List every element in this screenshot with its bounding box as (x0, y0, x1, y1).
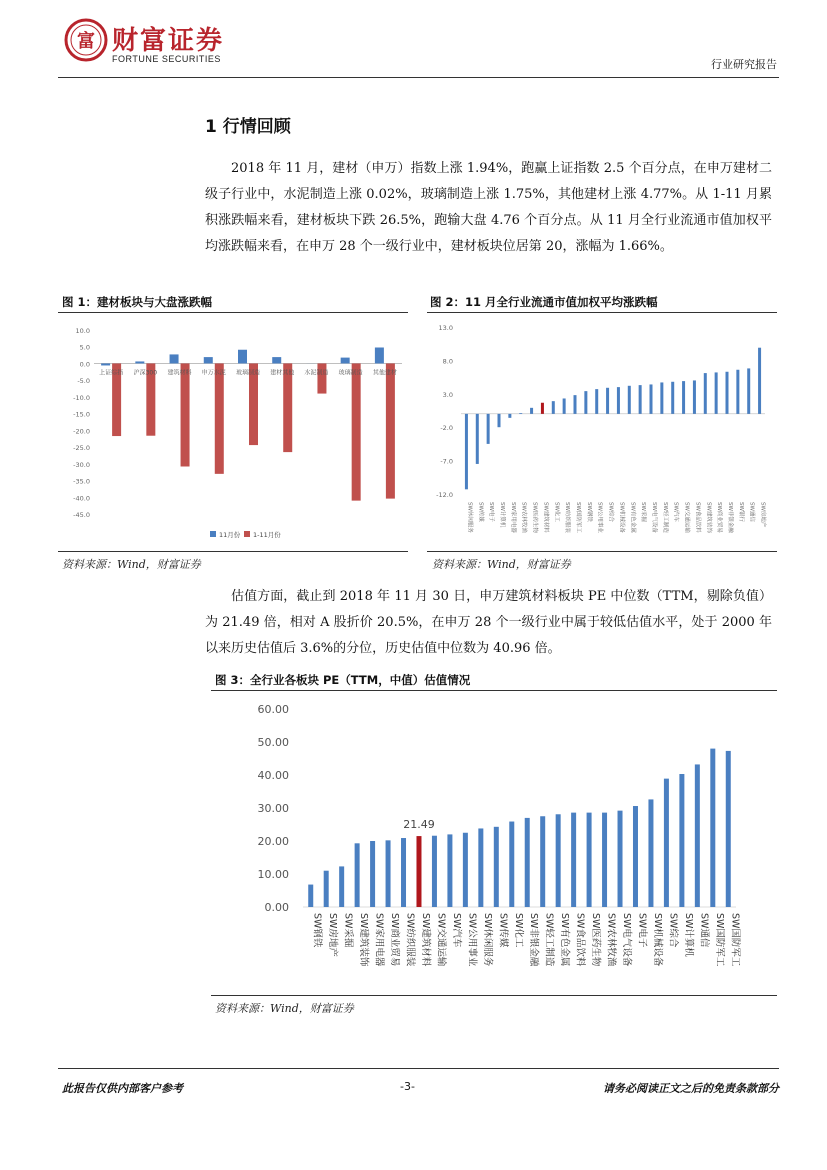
fig2-x-tick: SW非银金融 (727, 502, 733, 533)
fig2-bar (606, 388, 609, 414)
fig3-bar (463, 833, 468, 907)
footer-rule (58, 1068, 779, 1069)
fig1-bar-nov (341, 358, 350, 364)
fig3-x-tick: SW计算机 (682, 913, 694, 957)
fig2-bar (552, 401, 555, 414)
fig1-bar-ytd (215, 363, 224, 473)
fig2-x-tick: SW农林牧渔 (520, 502, 527, 533)
fig3-x-tick: SW建筑装饰 (358, 913, 370, 967)
fig3-y-tick: 0.00 (264, 901, 289, 914)
fig2-y-tick: 8.0 (442, 357, 453, 366)
fig1-bar-nov (101, 363, 110, 365)
fig3-highlight-label: 21.49 (403, 818, 435, 832)
fig3-bar (370, 841, 375, 907)
fig2-bar (693, 380, 696, 413)
fig3-bar (695, 764, 700, 907)
fig1-y-tick: 0.0 (79, 360, 90, 369)
page-number: -3- (400, 1080, 415, 1093)
footer-disclaimer: 此报告仅供内部客户参考 (62, 1082, 183, 1095)
fig3-x-tick: SW有色金属 (559, 913, 571, 967)
fig3-x-tick: SW建筑材料 (419, 913, 431, 967)
fig3-y-tick: 40.00 (257, 769, 289, 782)
fig3-bar (447, 834, 452, 907)
fig1-y-tick: -30.0 (73, 460, 90, 469)
fig3-x-tick: SW商业贸易 (389, 913, 401, 967)
fig3-x-tick: SW国防军工 (729, 913, 741, 967)
fig2-bar (563, 398, 566, 413)
fig3-bar (308, 885, 313, 907)
fig3-bar (478, 828, 483, 907)
fig2-bar (595, 389, 598, 414)
fig2-x-tick: SW家用电器 (509, 502, 516, 533)
fig2-x-tick: SW建筑装饰 (705, 502, 712, 533)
fig1-x-tick: 水泥制造 (304, 369, 329, 377)
fig2-bar (498, 414, 501, 427)
fig2-bar (465, 414, 468, 489)
fig1-bar-ytd (283, 363, 292, 452)
fig3-bar (587, 813, 592, 907)
fig2-bar (747, 368, 750, 413)
fig2-bar (639, 385, 642, 414)
fig2-x-tick: SW化工 (553, 502, 560, 522)
fig1-x-tick: 申万水泥 (201, 369, 226, 377)
fig3-x-tick: SW国防军工 (713, 913, 725, 967)
fig1-bar-ytd (352, 363, 361, 500)
fig3-x-tick: SW电子 (636, 913, 648, 948)
fig1-x-tick: 建筑材料 (167, 369, 192, 377)
fig2-bar (519, 413, 522, 414)
logo-seal-char: 富 (77, 31, 95, 52)
fig2-x-tick: SW计算机 (499, 502, 505, 528)
fig1-bar-nov (375, 347, 384, 363)
fig2-bar (530, 408, 533, 414)
fig3-x-tick: SW综合 (667, 913, 679, 948)
fig1-y-tick: 10.0 (75, 327, 90, 335)
fig2-x-tick: SW汽车 (672, 502, 679, 522)
fig1-x-tick: 建材其他 (270, 369, 295, 377)
fig1-bar-nov (238, 350, 247, 364)
fig2-y-tick: -7.0 (440, 457, 453, 466)
fig2-bar (758, 348, 761, 414)
fig2-y-tick: 13.0 (438, 324, 453, 332)
fig3-y-tick: 50.00 (257, 736, 289, 749)
fig2-chart (427, 316, 777, 548)
fig2-x-tick: SW食品饮料 (694, 502, 701, 533)
fig3-x-tick: SW休闲服务 (481, 913, 493, 967)
fig1-x-tick: 其他建材 (372, 369, 397, 377)
fig1-legend-ytd: 1-11月份 (253, 531, 281, 539)
fig1-y-tick: -35.0 (73, 477, 90, 486)
fig3-x-tick: SW通信 (698, 913, 710, 948)
fig1-y-tick: -40.0 (73, 494, 90, 503)
fig3-x-tick: SW化工 (512, 913, 524, 948)
fig3-x-tick: SW医药生物 (590, 913, 602, 967)
fig2-bar (574, 395, 577, 414)
fig3-bar (618, 811, 623, 907)
fig2-x-tick: SW银行 (737, 502, 744, 522)
logo-english: FORTUNE SECURITIES (112, 54, 221, 64)
fig1-x-tick: 沪深300 (133, 369, 158, 377)
fig3-bar (525, 818, 530, 907)
fig3-chart (211, 693, 777, 993)
fig3-x-tick: SW钢铁 (311, 913, 323, 948)
fig1-x-tick: 玻璃制造 (235, 369, 261, 377)
fig2-x-tick: SW房地产 (759, 502, 766, 528)
fig2-source: 资料来源：Wind，财富证券 (432, 558, 571, 571)
fig2-x-tick: SW机械设备 (618, 502, 625, 533)
fig1-chart (62, 318, 408, 548)
fig2-x-tick: SW传媒 (477, 502, 484, 522)
fig2-y-tick: -2.0 (440, 424, 453, 433)
fig3-y-tick: 20.00 (257, 835, 289, 848)
fig2-bar (660, 382, 663, 413)
fig2-x-tick: SW休闲服务 (466, 502, 473, 533)
fig3-source: 资料来源：Wind，财富证券 (215, 1002, 354, 1015)
fig3-x-tick: SW食品饮料 (574, 913, 586, 967)
fig2-bar (508, 414, 511, 418)
fig3-x-tick: SW机械设备 (651, 913, 663, 967)
fig3-x-tick: SW家用电器 (373, 913, 385, 967)
fig3-bar (432, 836, 437, 907)
logo-text: 财富证券 (112, 26, 225, 56)
document-type: 行业研究报告 (711, 58, 777, 71)
fig3-bar (494, 827, 499, 907)
fig2-bar (736, 370, 739, 414)
fig1-bottom-rule (58, 551, 408, 552)
fig3-bar (509, 822, 514, 907)
fig1-y-tick: -45.0 (73, 511, 90, 519)
fig2-x-tick: SW采掘 (640, 502, 647, 522)
fig2-bar (487, 414, 490, 444)
fig3-bar (648, 799, 653, 907)
fig3-bar (416, 836, 421, 907)
fig3-bar (339, 866, 344, 907)
fig3-x-tick: SW传媒 (497, 913, 509, 948)
section-title: 1 行情回顾 (205, 117, 291, 137)
fig2-bar (726, 372, 729, 414)
fig1-bar-nov (272, 357, 281, 363)
fig1-x-tick: 上证综指 (99, 369, 124, 377)
fig3-x-tick: SW采掘 (342, 913, 354, 948)
fig2-title: 图 2：11 月全行业流通市值加权平均涨跌幅 (430, 295, 658, 309)
fig2-bar (682, 381, 685, 414)
fig3-bar (540, 816, 545, 907)
fig3-bar (710, 749, 715, 907)
fig3-bar (571, 813, 576, 907)
fig2-bottom-rule (427, 551, 777, 552)
fig3-y-tick: 30.00 (257, 802, 289, 815)
fig3-bar (324, 871, 329, 907)
fig1-bar-ytd (317, 363, 326, 393)
fig2-bar (476, 414, 479, 464)
fig2-x-tick: SW商业贸易 (716, 502, 723, 533)
fig2-x-tick: SW医药生物 (531, 502, 538, 533)
fig3-bar (633, 806, 638, 907)
fig2-bar (628, 386, 631, 414)
logo-seal-icon (64, 18, 108, 62)
fig2-x-tick: SW纺织服装 (564, 502, 571, 533)
header-rule (58, 77, 779, 78)
fig3-bar (386, 840, 391, 907)
fig2-bar (584, 391, 587, 414)
fig1-y-tick: -10.0 (73, 393, 90, 402)
fig2-bar (715, 372, 718, 413)
fig3-bar (664, 779, 669, 907)
fig3-bar (726, 751, 731, 907)
fig1-rule (58, 312, 408, 313)
fig1-y-tick: -20.0 (73, 427, 90, 436)
fig1-y-tick: -5.0 (77, 377, 90, 386)
fig2-bar (650, 384, 653, 413)
fig1-source: 资料来源：Wind，财富证券 (62, 558, 201, 571)
fig2-x-tick: SW综合 (607, 502, 614, 522)
fig3-title: 图 3：全行业各板块 PE（TTM，中值）估值情况 (215, 673, 471, 687)
fig2-x-tick: SW交通运输 (683, 502, 690, 533)
fig2-x-tick: SW电气设备 (651, 502, 657, 533)
fig1-y-tick: 5.0 (79, 343, 90, 352)
fig2-bar (704, 373, 707, 414)
fig3-bar (602, 813, 607, 907)
fig1-legend-swatch-nov (210, 531, 216, 537)
fig3-x-tick: SW非银金融 (528, 913, 540, 967)
fig3-bar (556, 814, 561, 907)
fig2-bar (671, 382, 674, 414)
fig1-bar-nov (170, 354, 179, 363)
fig3-x-tick: SW电气设备 (621, 913, 633, 967)
fig3-x-tick: SW公用事业 (466, 913, 478, 967)
fig2-x-tick: SW有色金属 (629, 502, 636, 533)
fig1-bar-ytd (386, 363, 395, 498)
fig1-legend-nov: 11月份 (219, 531, 241, 539)
fig2-x-tick: SW钢铁 (585, 502, 592, 522)
fig1-y-tick: -25.0 (73, 444, 90, 453)
fig1-legend-swatch-ytd (244, 531, 250, 537)
fig2-x-tick: SW公用事业 (596, 502, 603, 533)
fig2-rule (427, 312, 777, 313)
fig2-y-tick: 3.0 (442, 390, 453, 399)
fig2-bar (617, 387, 620, 414)
paragraph-1: 2018 年 11 月，建材（申万）指数上涨 1.94%，跑赢上证指数 2.5 个百分点，在申万建材二级子行业中，水泥制造上涨 0.02%，玻璃制造上涨 1.75%，其他建材上涨 4.77%。从 1-11 月累积涨跌幅来看，建材板块下跌 26.5%，跑输大盘 4.76 个百分点。从 11 月全行业流通市值加权平均涨跌幅来看，在申万 28 个一级行业中，建材板块位居第 20，涨幅为 1.66%。 (205, 161, 772, 254)
fig1-y-tick: -15.0 (73, 410, 90, 419)
fig2-x-tick: SW国防军工 (575, 502, 581, 533)
fig3-x-tick: SW房地产 (327, 913, 339, 957)
fig3-x-tick: SW轻工制造 (543, 913, 555, 967)
fig3-rule (211, 690, 777, 691)
fig1-title: 图 1：建材板块与大盘涨跌幅 (62, 295, 213, 309)
fig2-x-tick: SW电子 (488, 502, 495, 522)
fig3-x-tick: SW纺织服装 (404, 913, 416, 967)
fig1-x-tick: 玻璃制造 (338, 369, 363, 377)
fig3-bottom-rule (211, 995, 777, 996)
footer-notice: 请务必阅读正文之后的免责条款部分 (603, 1082, 779, 1095)
fig2-bar (541, 403, 544, 414)
fig2-x-tick: SW通信 (748, 502, 755, 522)
fig3-bar (355, 843, 360, 907)
fig2-y-tick: -12.0 (436, 491, 453, 499)
fig3-x-tick: SW汽车 (450, 913, 462, 948)
fig3-bar (401, 838, 406, 907)
fig1-bar-ytd (181, 363, 190, 466)
fig2-x-tick: SW轻工制造 (661, 502, 668, 533)
fig3-x-tick: SW农林牧渔 (605, 913, 617, 967)
fig2-x-tick: SW建筑材料 (542, 502, 549, 533)
fig3-y-tick: 10.00 (257, 868, 289, 881)
paragraph-2: 估值方面，截止到 2018 年 11 月 30 日，申万建筑材料板块 PE 中位数（TTM，剔除负值）为 21.49 倍，相对 A 股折价 20.5%，在申万 28 个一级行业中属于较低估值水平，处于 2000 年以来历史估值后 3.6%的分位，历史估值中位数为 40.96 倍。 (205, 589, 772, 656)
fig3-y-tick: 60.00 (257, 703, 289, 716)
fig3-x-tick: SW交通运输 (435, 913, 447, 967)
fig1-bar-nov (135, 361, 144, 363)
fig1-bar-nov (204, 357, 213, 363)
fig3-bar (679, 774, 684, 907)
